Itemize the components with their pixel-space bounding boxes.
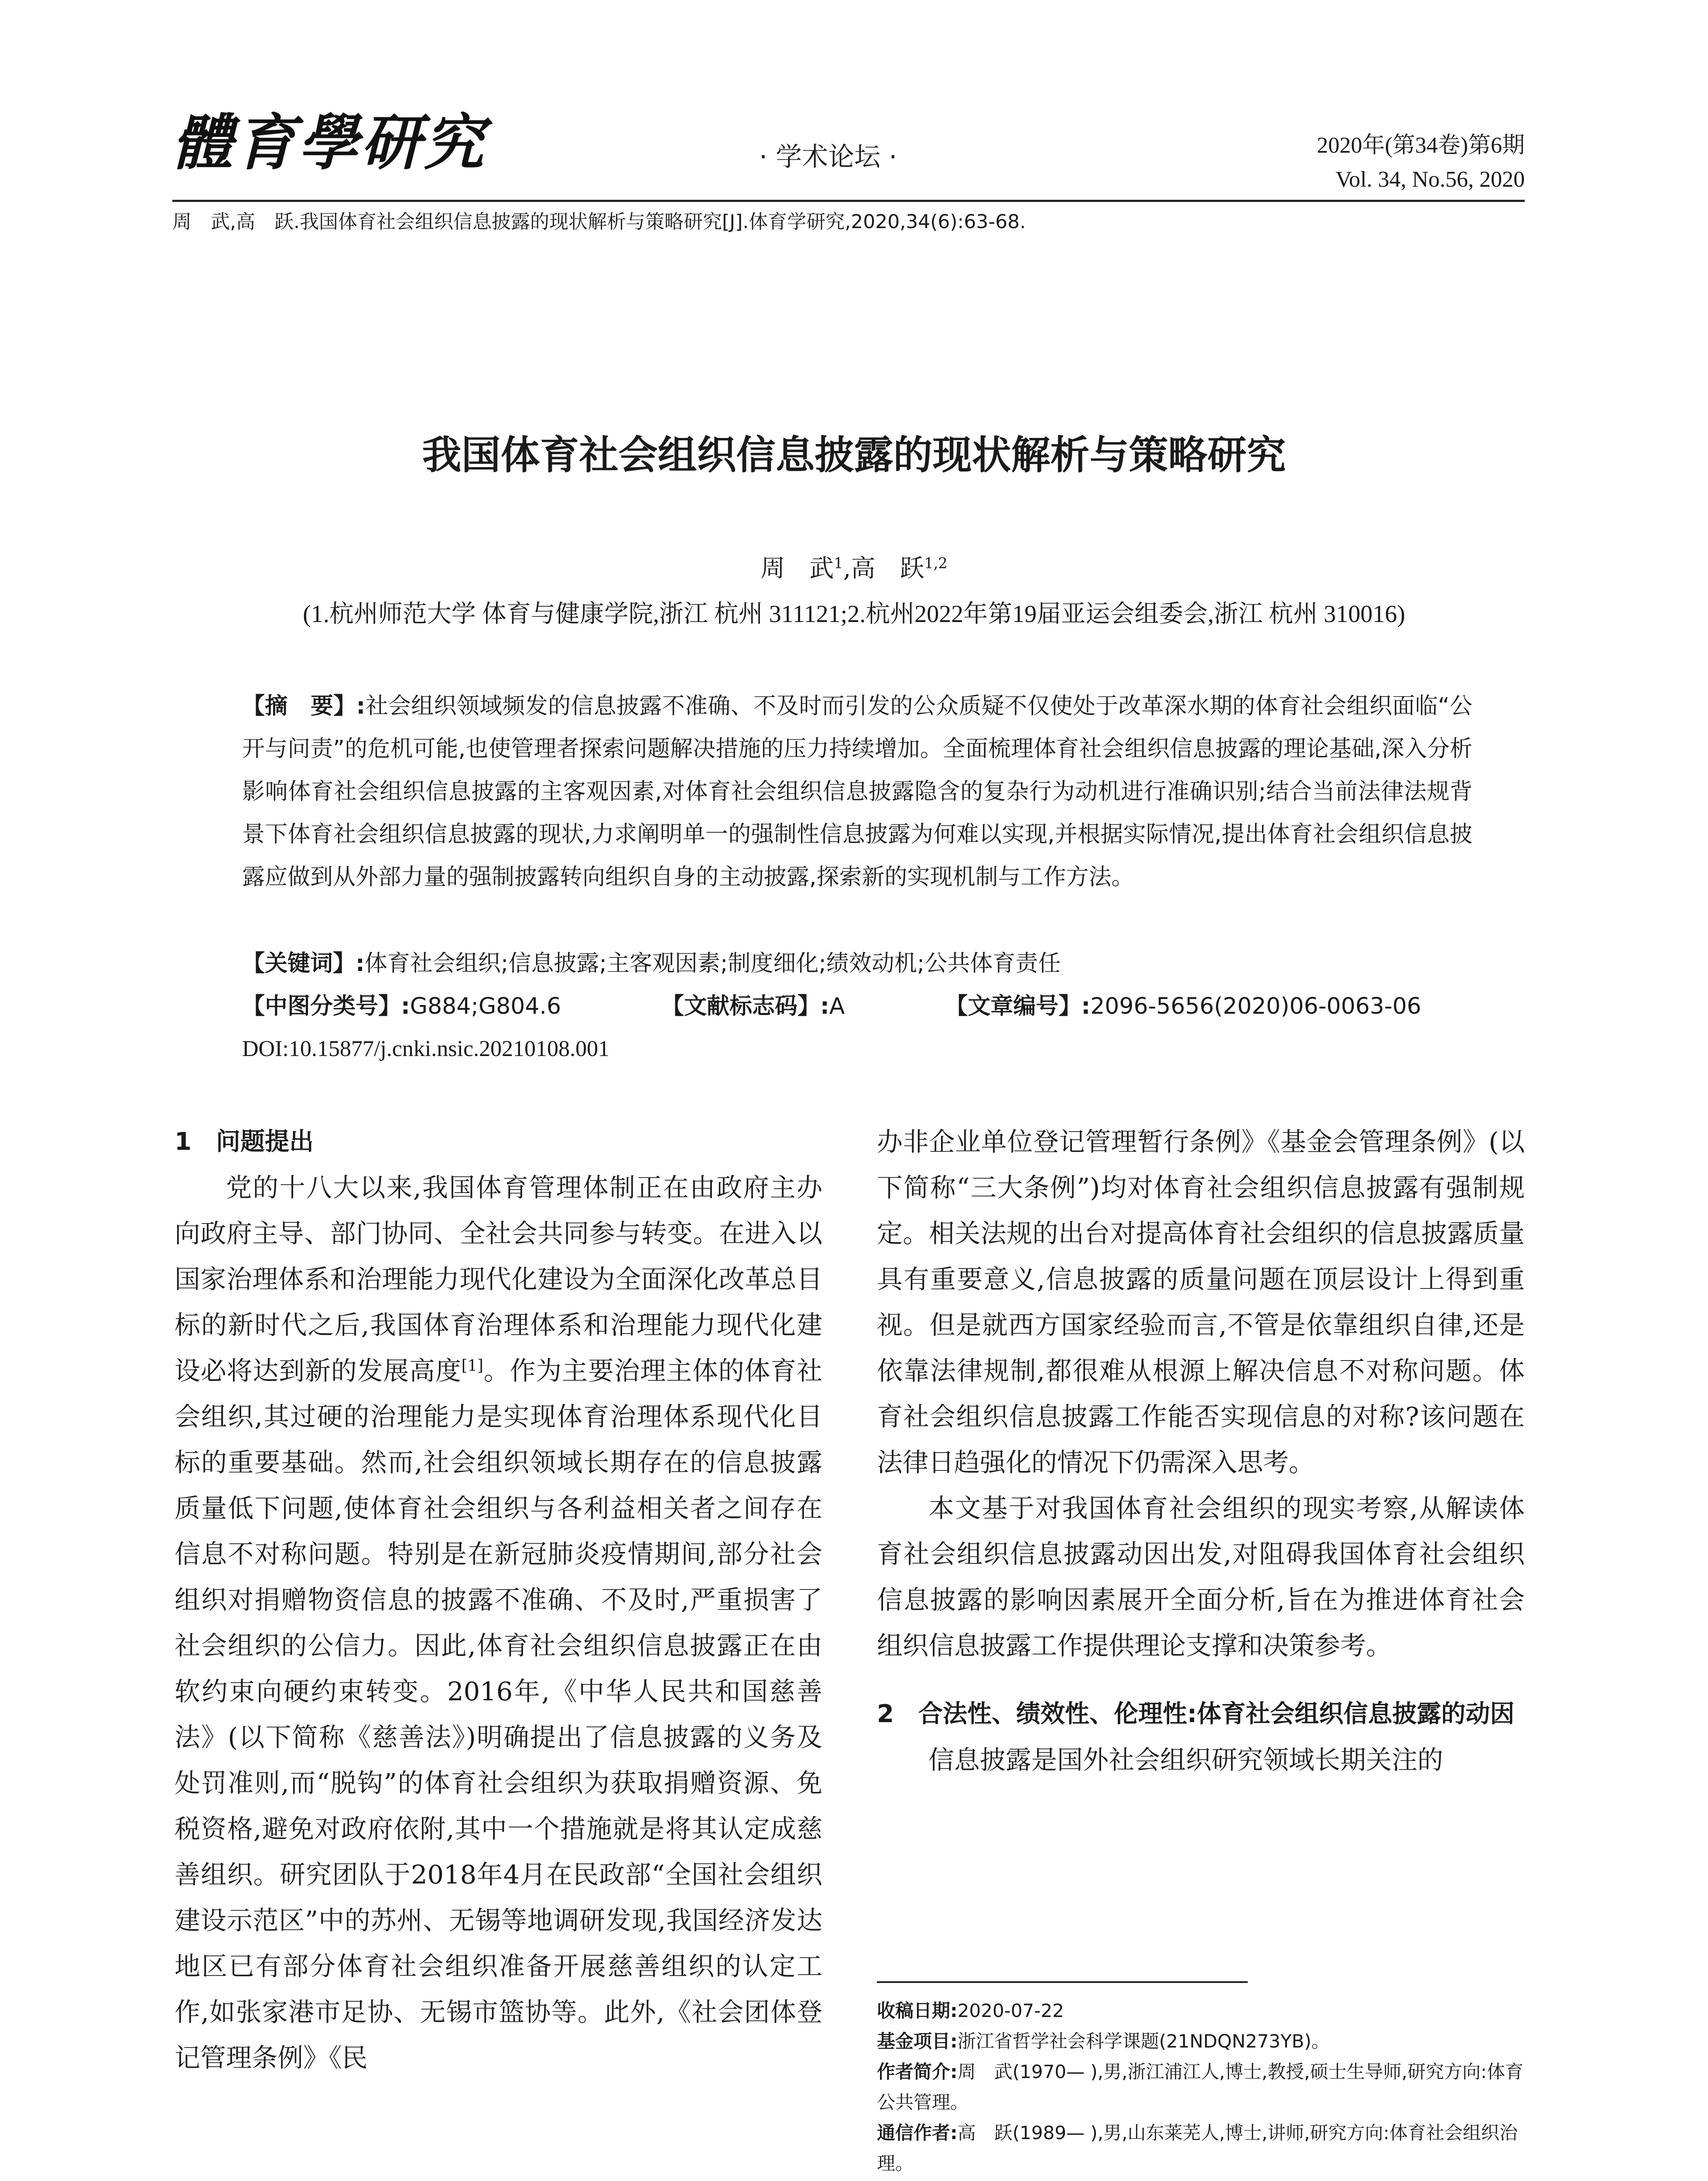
body-paragraph: 本文基于对我国体育社会组织的现实考察,从解读体育社会组织信息披露动因出发,对阻碍我国体育社会组织信息披露的影响因素展开全面分析,旨在为推进体育社会组织信息披露工作提供理论支撑和决策参考。 — [877, 1493, 1525, 1661]
abstract-text: 社会组织领域频发的信息披露不准确、不及时而引发的公众质疑不仅使处于改革深水期的体育社会组织面临“公开与问责”的危机可能,也使管理者探索问题解决措施的压力持续增加。全面梳理体育社会组织信息披露的理论基础,深入分析影响体育社会组织信息披露的主客观因素,对体育社会组织信息披露隐含的复杂行为动机进行准确识别;结合当前法律法规背景下体育社会组织信息披露的现状,力求阐明单一的强制性信息披露为何难以实现,并根据实际情况,提出体育社会组织信息披露应做到从外部力量的强制披露转向组织自身的主动披露,探索新的实现机制与工作方法。 — [242, 693, 1472, 890]
keywords-label: 【关键词】: — [242, 950, 365, 977]
author-bio: 作者简介:周 武(1970— ),男,浙江浦江人,博士,教授,硕士生导师,研究方向:体育公共管理。 — [877, 2061, 1524, 2113]
body-column-left — [175, 1119, 822, 2081]
clc-value: G884;G804.6 — [410, 993, 561, 1019]
corresponding-author: 通信作者:高 跃(1989— ),男,山东莱芜人,博士,讲师,研究方向:体育社会组织治理。 — [877, 2122, 1518, 2174]
body-column-right — [877, 1119, 1525, 1783]
body-paragraph-continued: 办非企业单位登记管理暂行条例》《基金会管理条例》(以下简称“三大条例”)均对体育社会组织信息披露有强制规定。相关法规的出台对提高体育社会组织的信息披露质量具有重要意义,信息披露的质量问题在顶层设计上得到重视。但是就西方国家经验而言,不管是依靠组织自律,还是依靠法律规制,都很难从根源上解决信息不对称问题。体育社会组织信息披露工作能否实现信息的对称?该问题在法律日趋强化的情况下仍需深入思考。 — [877, 1127, 1525, 1477]
doc-code-value: A — [829, 993, 845, 1019]
author-separator: , — [843, 554, 851, 583]
footnotes — [877, 1996, 1525, 2179]
abstract — [242, 685, 1472, 899]
classification-line — [242, 985, 1472, 1028]
clc-label: 【中图分类号】: — [242, 993, 410, 1019]
fund-info: 基金项目:浙江省哲学社会科学课题(21NDQN273YB)。 — [877, 2031, 1330, 2052]
article-title: 我国体育社会组织信息披露的现状解析与策略研究 — [422, 432, 1286, 478]
issue-info-cn: 2020年(第34卷)第6期 — [1317, 133, 1525, 158]
section-heading-2: 2 合法性、绩效性、伦理性:体育社会组织信息披露的动因 — [877, 1700, 1515, 1728]
header-rule — [172, 200, 1525, 202]
doi: DOI:10.15877/j.cnki.nsic.20210108.001 — [242, 1036, 610, 1061]
author-2: 高 跃 — [851, 554, 924, 583]
article-no-value: 2096-5656(2020)06-0063-06 — [1090, 993, 1421, 1019]
author-line — [0, 553, 1708, 585]
footnote-rule — [877, 1981, 1248, 1983]
journal-logo: 體育學研究 — [172, 107, 487, 178]
author-2-affil: 1,2 — [924, 554, 948, 572]
reference-marker: [1] — [461, 1357, 483, 1375]
body-paragraph: 党的十八大以来,我国体育管理体制正在由政府主办向政府主导、部门协同、全社会共同参与转变。在进入以国家治理体系和治理能力现代化建设为全面深化改革总目标的新时代之后,我国体育治理体系和治理能力现代化建设必将达到新的发展高度[1]。作为主要治理主体的体育社会组织,其过硬的治理能力是实现体育治理体系现代化目标的重要基础。然而,社会组织领域长期存在的信息披露质量低下问题,使体育社会组织与各利益相关者之间存在信息不对称问题。特别是在新冠肺炎疫情期间,部分社会组织对捐赠物资信息的披露不准确、不及时,严重损害了社会组织的公信力。因此,体育社会组织信息披露正在由软约束向硬约束转变。2016年,《中华人民共和国慈善法》(以下简称《慈善法》)明确提出了信息披露的义务及处罚准则,而“脱钩”的体育社会组织为获取捐赠资源、免税资格,避免对政府依附,其中一个措施就是将其认定成慈善组织。研究团队于2018年4月在民政部“全国社会组织建设示范区”中的苏州、无锡等地调研发现,我国经济发达地区已有部分体育社会组织准备开展慈善组织的认定工作,如张家港市足协、无锡市篮协等。此外,《社会团体登记管理条例》《民 — [175, 1173, 822, 2073]
citation-line: 周 武,高 跃.我国体育社会组织信息披露的现状解析与策略研究[J].体育学研究,2020,34(6):63-68. — [172, 211, 1026, 233]
article-no-label: 【文章编号】: — [945, 993, 1091, 1019]
abstract-label: 【摘 要】: — [242, 693, 366, 719]
doc-code-label: 【文献标志码】: — [661, 993, 829, 1019]
keywords-text: 体育社会组织;信息披露;主客观因素;制度细化;绩效动机;公共体育责任 — [364, 950, 1061, 977]
author-1-affil: 1 — [834, 554, 843, 572]
keywords — [242, 942, 1472, 985]
issue-info-en: Vol. 34, No.56, 2020 — [1335, 167, 1525, 192]
section-heading-1: 1 问题提出 — [175, 1128, 314, 1156]
affiliation: (1.杭州师范大学 体育与健康学院,浙江 杭州 311121;2.杭州2022年第19届亚运会组委会,浙江 杭州 310016) — [303, 601, 1405, 628]
body-paragraph: 信息披露是国外社会组织研究领域长期关注的 — [928, 1745, 1444, 1775]
section-label: · 学术论坛 · — [759, 142, 897, 172]
received-date: 收稿日期:2020-07-22 — [877, 2000, 1064, 2021]
author-1: 周 武 — [760, 554, 834, 583]
